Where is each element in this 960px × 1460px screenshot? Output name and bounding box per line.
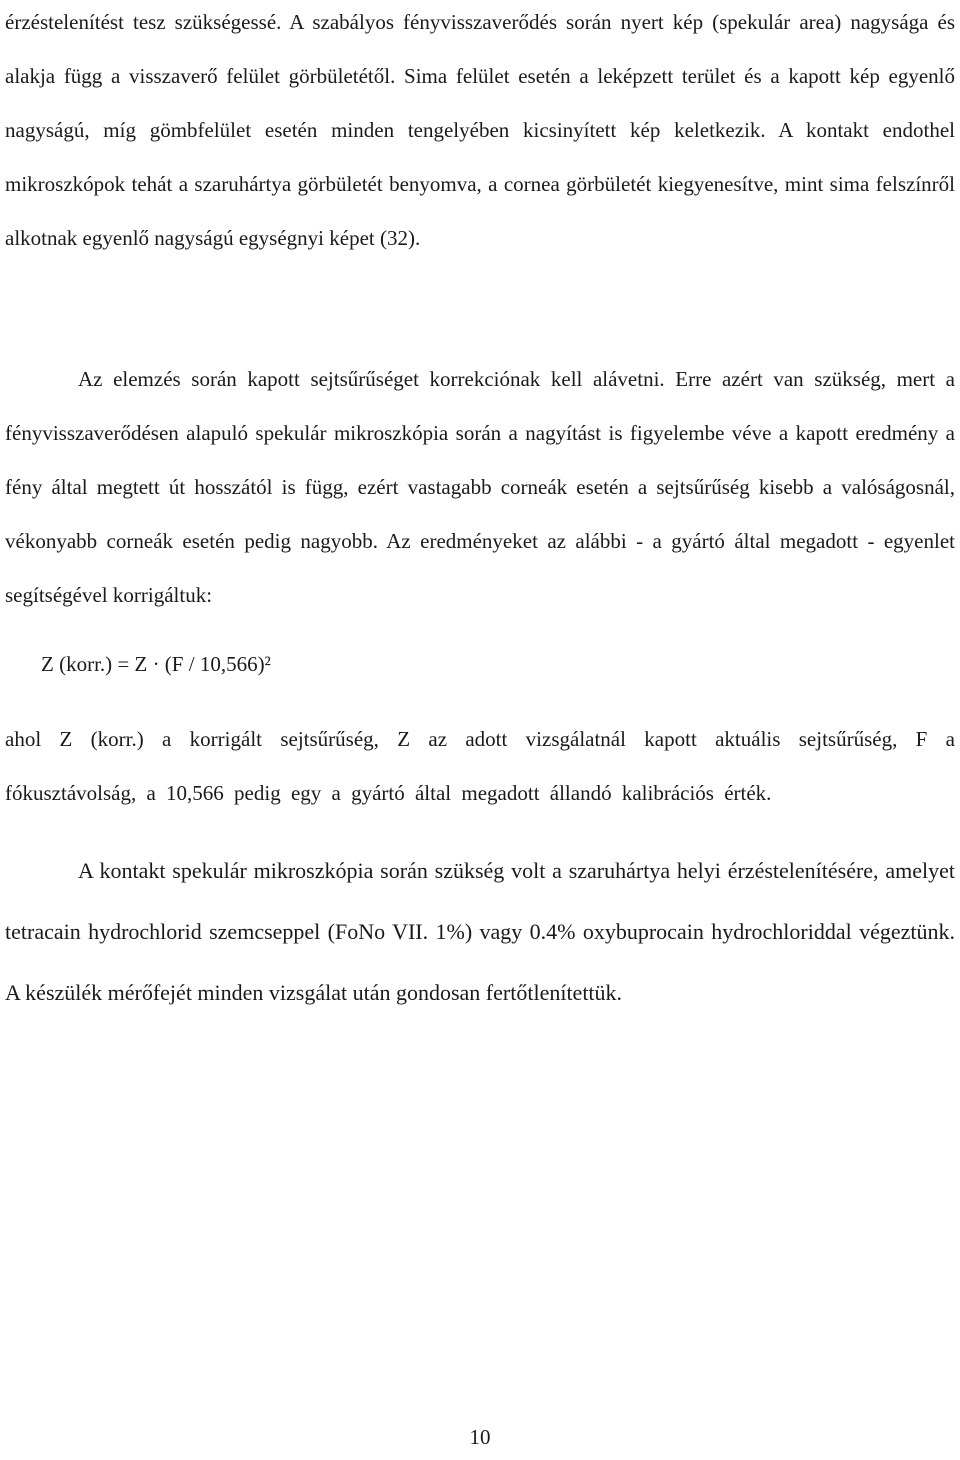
- page-number: 10: [469, 1425, 491, 1449]
- paragraph-equation-explanation: ahol Z (korr.) a korrigált sejtsűrűség, Z az adott vizsgálatnál kapott aktuális sejtsűrűség, F a fókusztávolság, a 10,566 pedig egy a gyártó által megadott állandó kalibrációs érték.: [5, 727, 955, 805]
- paragraph-anesthesia: A kontakt spekulár mikroszkópia során szükség volt a szaruhártya helyi érzéstelenítésére, amelyet tetracain hydrochlorid szemcseppel (FoNo VII. 1%) vagy 0.4% oxybuprocain hydrochloriddal végeztünk. A készülék mérőfejét minden vizsgálat után gondosan fertőtlenítettük.: [5, 858, 955, 1005]
- paragraph-specular-image: érzéstelenítést tesz szükségessé. A szabályos fényvisszaverődés során nyert kép (spekulár area) nagysága és alakja függ a visszaverő felület görbületétől. Sima felület esetén a leképzett terület és a kapott kép egyenlő nagyságú, míg gömbfelület esetén minden tengelyében kicsinyített kép keletkezik. A kontakt endothel mikroszkópok tehát a szaruhártya görbületét benyomva, a cornea görbületét kiegyenesítve, mint sima felszínről alkotnak egyenlő nagyságú egységnyi képet (32).: [5, 10, 955, 250]
- correction-equation: Z (korr.) = Z · (F / 10,566)²: [41, 652, 271, 676]
- document-page: [5, 0, 955, 1460]
- paragraph-cell-density-correction: Az elemzés során kapott sejtsűrűséget korrekciónak kell alávetni. Erre azért van szükség, mert a fényvisszaverődésen alapuló spekulár mikroszkópia során a nagyítást is figyelembe véve a kapott eredmény a fény által megtett út hosszától is függ, ezért vastagabb corneák esetén a sejtsűrűség kisebb a valóságosnál, vékonyabb corneák esetén pedig nagyobb. Az eredményeket az alábbi - a gyártó által megadott - egyenlet segítségével korrigáltuk:: [5, 367, 955, 607]
